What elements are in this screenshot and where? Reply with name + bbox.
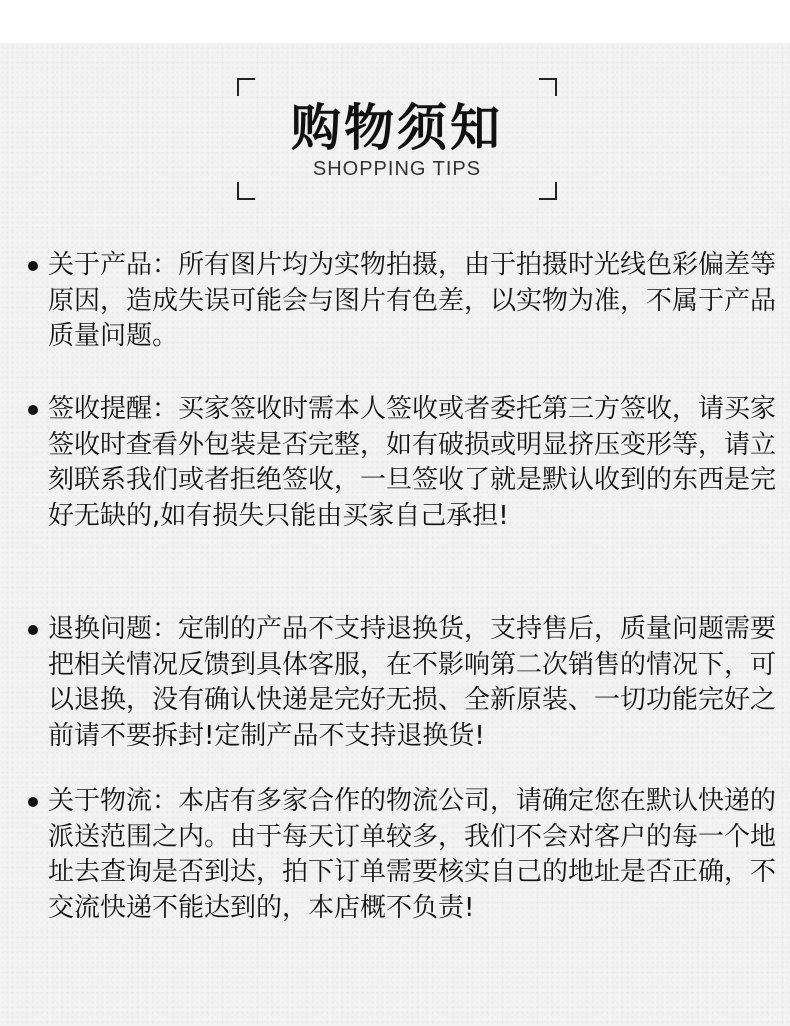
page-subtitle: SHOPPING TIPS <box>312 158 482 180</box>
bullet-dot-icon <box>28 405 38 415</box>
header <box>237 78 557 200</box>
tip-text: 关于物流：本店有多家合作的物流公司，请确定您在默认快递的派送范围之内。由于每天订单较多，我们不会对客户的每一个地址去查询是否到达，拍下订单需要核实自己的地址是否正确，不交流快递不能达到的，本店概不负责! <box>48 786 777 923</box>
corner-bracket-bottom-left <box>237 182 255 200</box>
tip-section-product <box>48 248 778 355</box>
tip-section-receipt <box>48 392 778 534</box>
tip-text: 关于产品：所有图片均为实物拍摄，由于拍摄时光线色彩偏差等原因，造成失误可能会与图片有色差，以实物为准，不属于产品质量问题。 <box>48 250 777 351</box>
tip-section-returns <box>48 612 778 754</box>
bullet-dot-icon <box>28 625 38 635</box>
bullet-dot-icon <box>28 261 38 271</box>
tip-text: 签收提醒：买家签收时需本人签收或者委托第三方签收，请买家签收时查看外包装是否完整，如有破损或明显挤压变形等，请立刻联系我们或者拒绝签收，一旦签收了就是默认收到的东西是完好无缺的,如有损失只能由买家自己承担! <box>48 394 777 531</box>
page-title: 购物须知 <box>291 99 503 157</box>
top-band <box>0 0 790 43</box>
tip-text: 退换问题：定制的产品不支持退换货，支持售后，质量问题需要把相关情况反馈到具体客服，在不影响第二次销售的情况下，可以退换，没有确认快递是完好无损、全新原装、一切功能完好之前请不要拆封!定制产品不支持退换货! <box>48 614 777 751</box>
corner-bracket-top-left <box>237 78 255 96</box>
bullet-dot-icon <box>28 797 38 807</box>
corner-bracket-top-right <box>539 78 557 96</box>
corner-bracket-bottom-right <box>539 182 557 200</box>
tip-section-logistics <box>48 784 778 926</box>
